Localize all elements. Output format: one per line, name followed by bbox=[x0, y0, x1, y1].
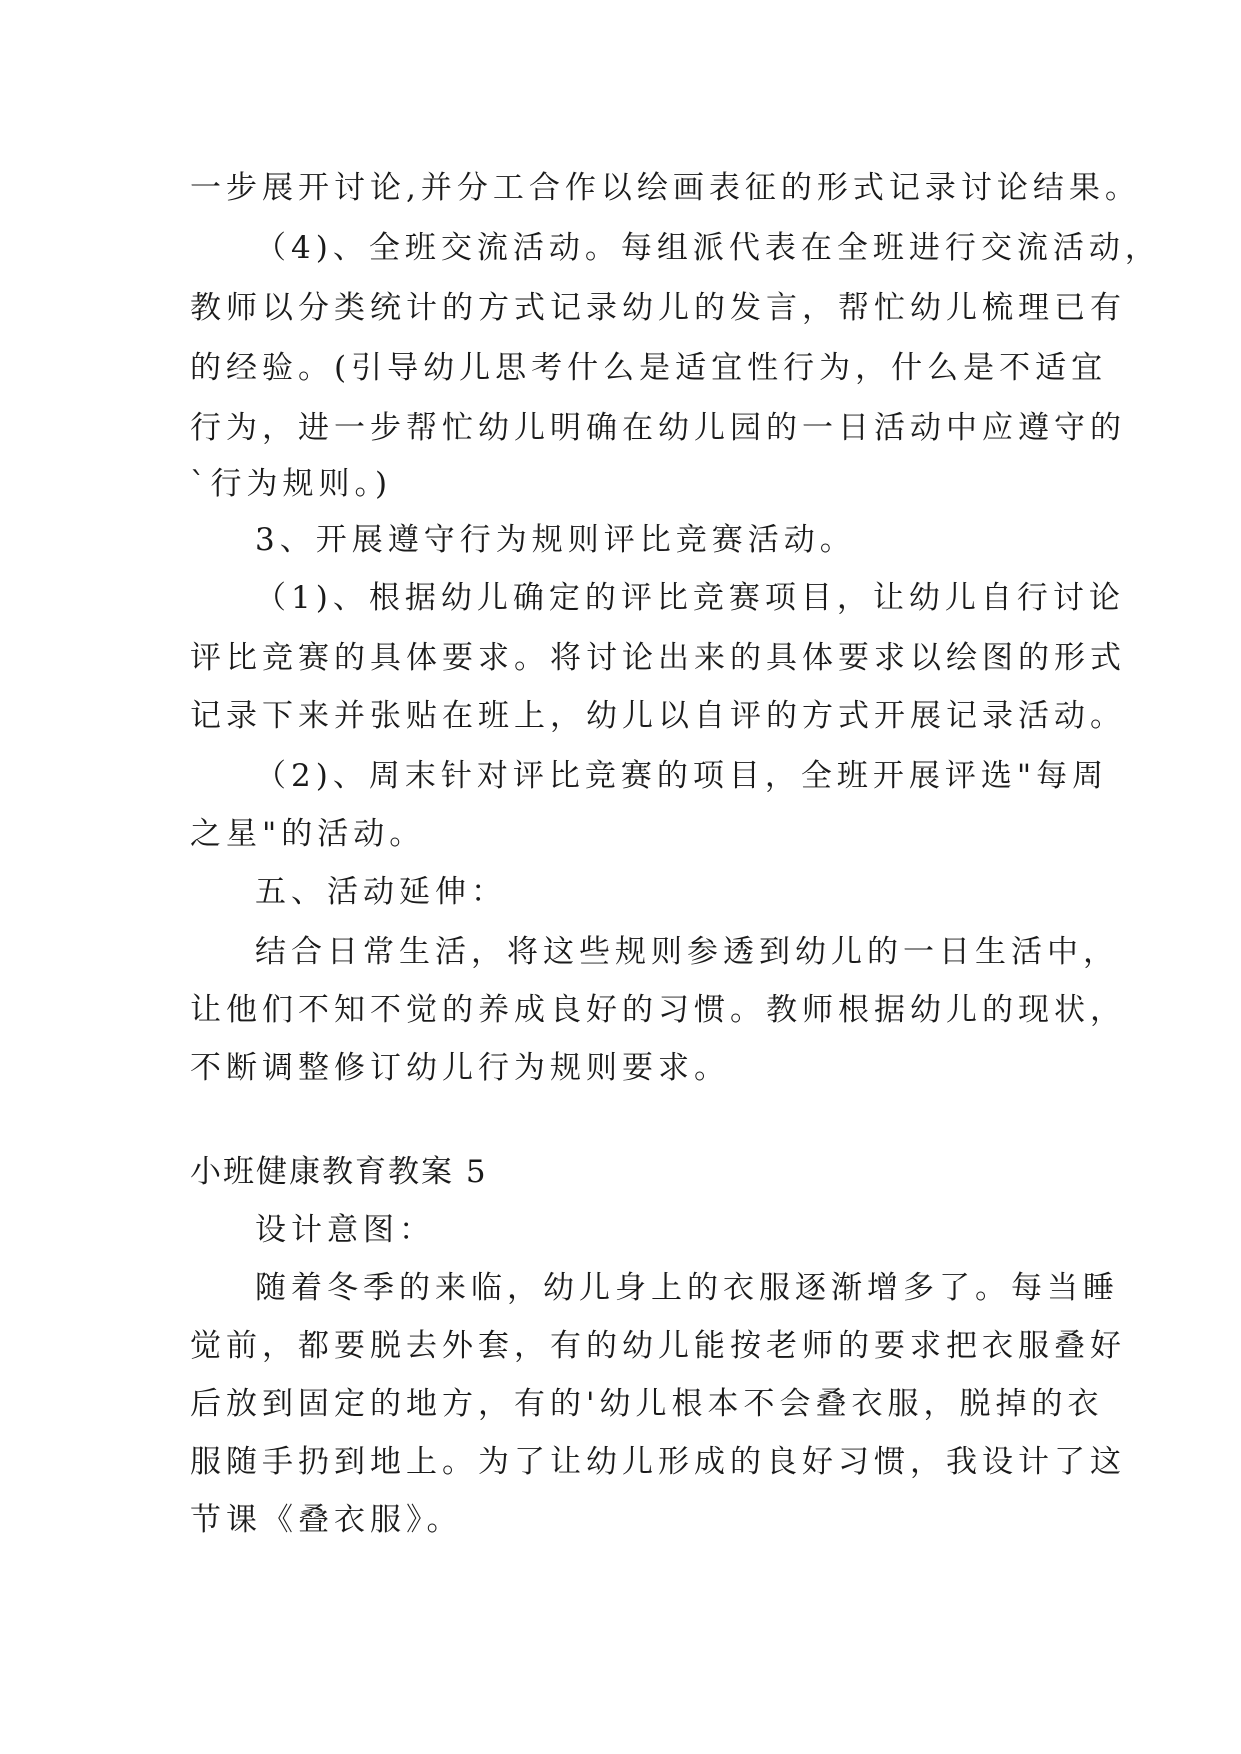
paragraph-line: （4)、全班交流活动。每组派代表在全班进行交流活动， bbox=[255, 230, 1161, 266]
paragraph-line: 不断调整修订幼儿行为规则要求。 bbox=[190, 1050, 730, 1086]
paragraph-line: （1)、根据幼儿确定的评比竞赛项目，让幼儿自行讨论 bbox=[255, 580, 1125, 616]
section-heading: 设计意图： bbox=[255, 1212, 435, 1248]
paragraph-line: （2)、周末针对评比竞赛的项目，全班开展评选"每周 bbox=[255, 758, 1109, 794]
paragraph-line: 的经验。(引导幼儿思考什么是适宜性行为，什么是不适宜 bbox=[190, 350, 1108, 386]
paragraph-line: 结合日常生活，将这些规则参透到幼儿的一日生活中， bbox=[255, 934, 1119, 970]
paragraph-line: 记录下来并张贴在班上，幼儿以自评的方式开展记录活动。 bbox=[190, 698, 1126, 734]
paragraph-line: `行为规则。) bbox=[190, 466, 393, 502]
paragraph-line: 节课《叠衣服》。 bbox=[190, 1502, 463, 1538]
paragraph-line: 服随手扔到地上。为了让幼儿形成的良好习惯，我设计了这 bbox=[190, 1444, 1126, 1480]
paragraph-line: 评比竞赛的具体要求。将讨论出来的具体要求以绘图的形式 bbox=[190, 640, 1126, 676]
paragraph-line: 一步展开讨论,并分工合作以绘画表征的形式记录讨论结果。 bbox=[190, 170, 1141, 206]
paragraph-line: 之星"的活动。 bbox=[190, 816, 426, 852]
section-heading: 五、活动延伸： bbox=[255, 874, 507, 910]
paragraph-line: 行为，进一步帮忙幼儿明确在幼儿园的一日活动中应遵守的 bbox=[190, 410, 1126, 446]
paragraph-line: 后放到固定的地方，有的'幼儿根本不会叠衣服，脱掉的衣 bbox=[190, 1386, 1104, 1422]
paragraph-line: 觉前，都要脱去外套，有的幼儿能按老师的要求把衣服叠好 bbox=[190, 1328, 1126, 1364]
paragraph-line: 让他们不知不觉的养成良好的习惯。教师根据幼儿的现状， bbox=[190, 992, 1126, 1028]
paragraph-line: 教师以分类统计的方式记录幼儿的发言，帮忙幼儿梳理已有 bbox=[190, 290, 1126, 326]
document-title: 小班健康教育教案 5 bbox=[190, 1154, 488, 1190]
paragraph-line: 3、开展遵守行为规则评比竞赛活动。 bbox=[255, 522, 856, 558]
paragraph-line: 随着冬季的来临，幼儿身上的衣服逐渐增多了。每当睡 bbox=[255, 1270, 1119, 1306]
